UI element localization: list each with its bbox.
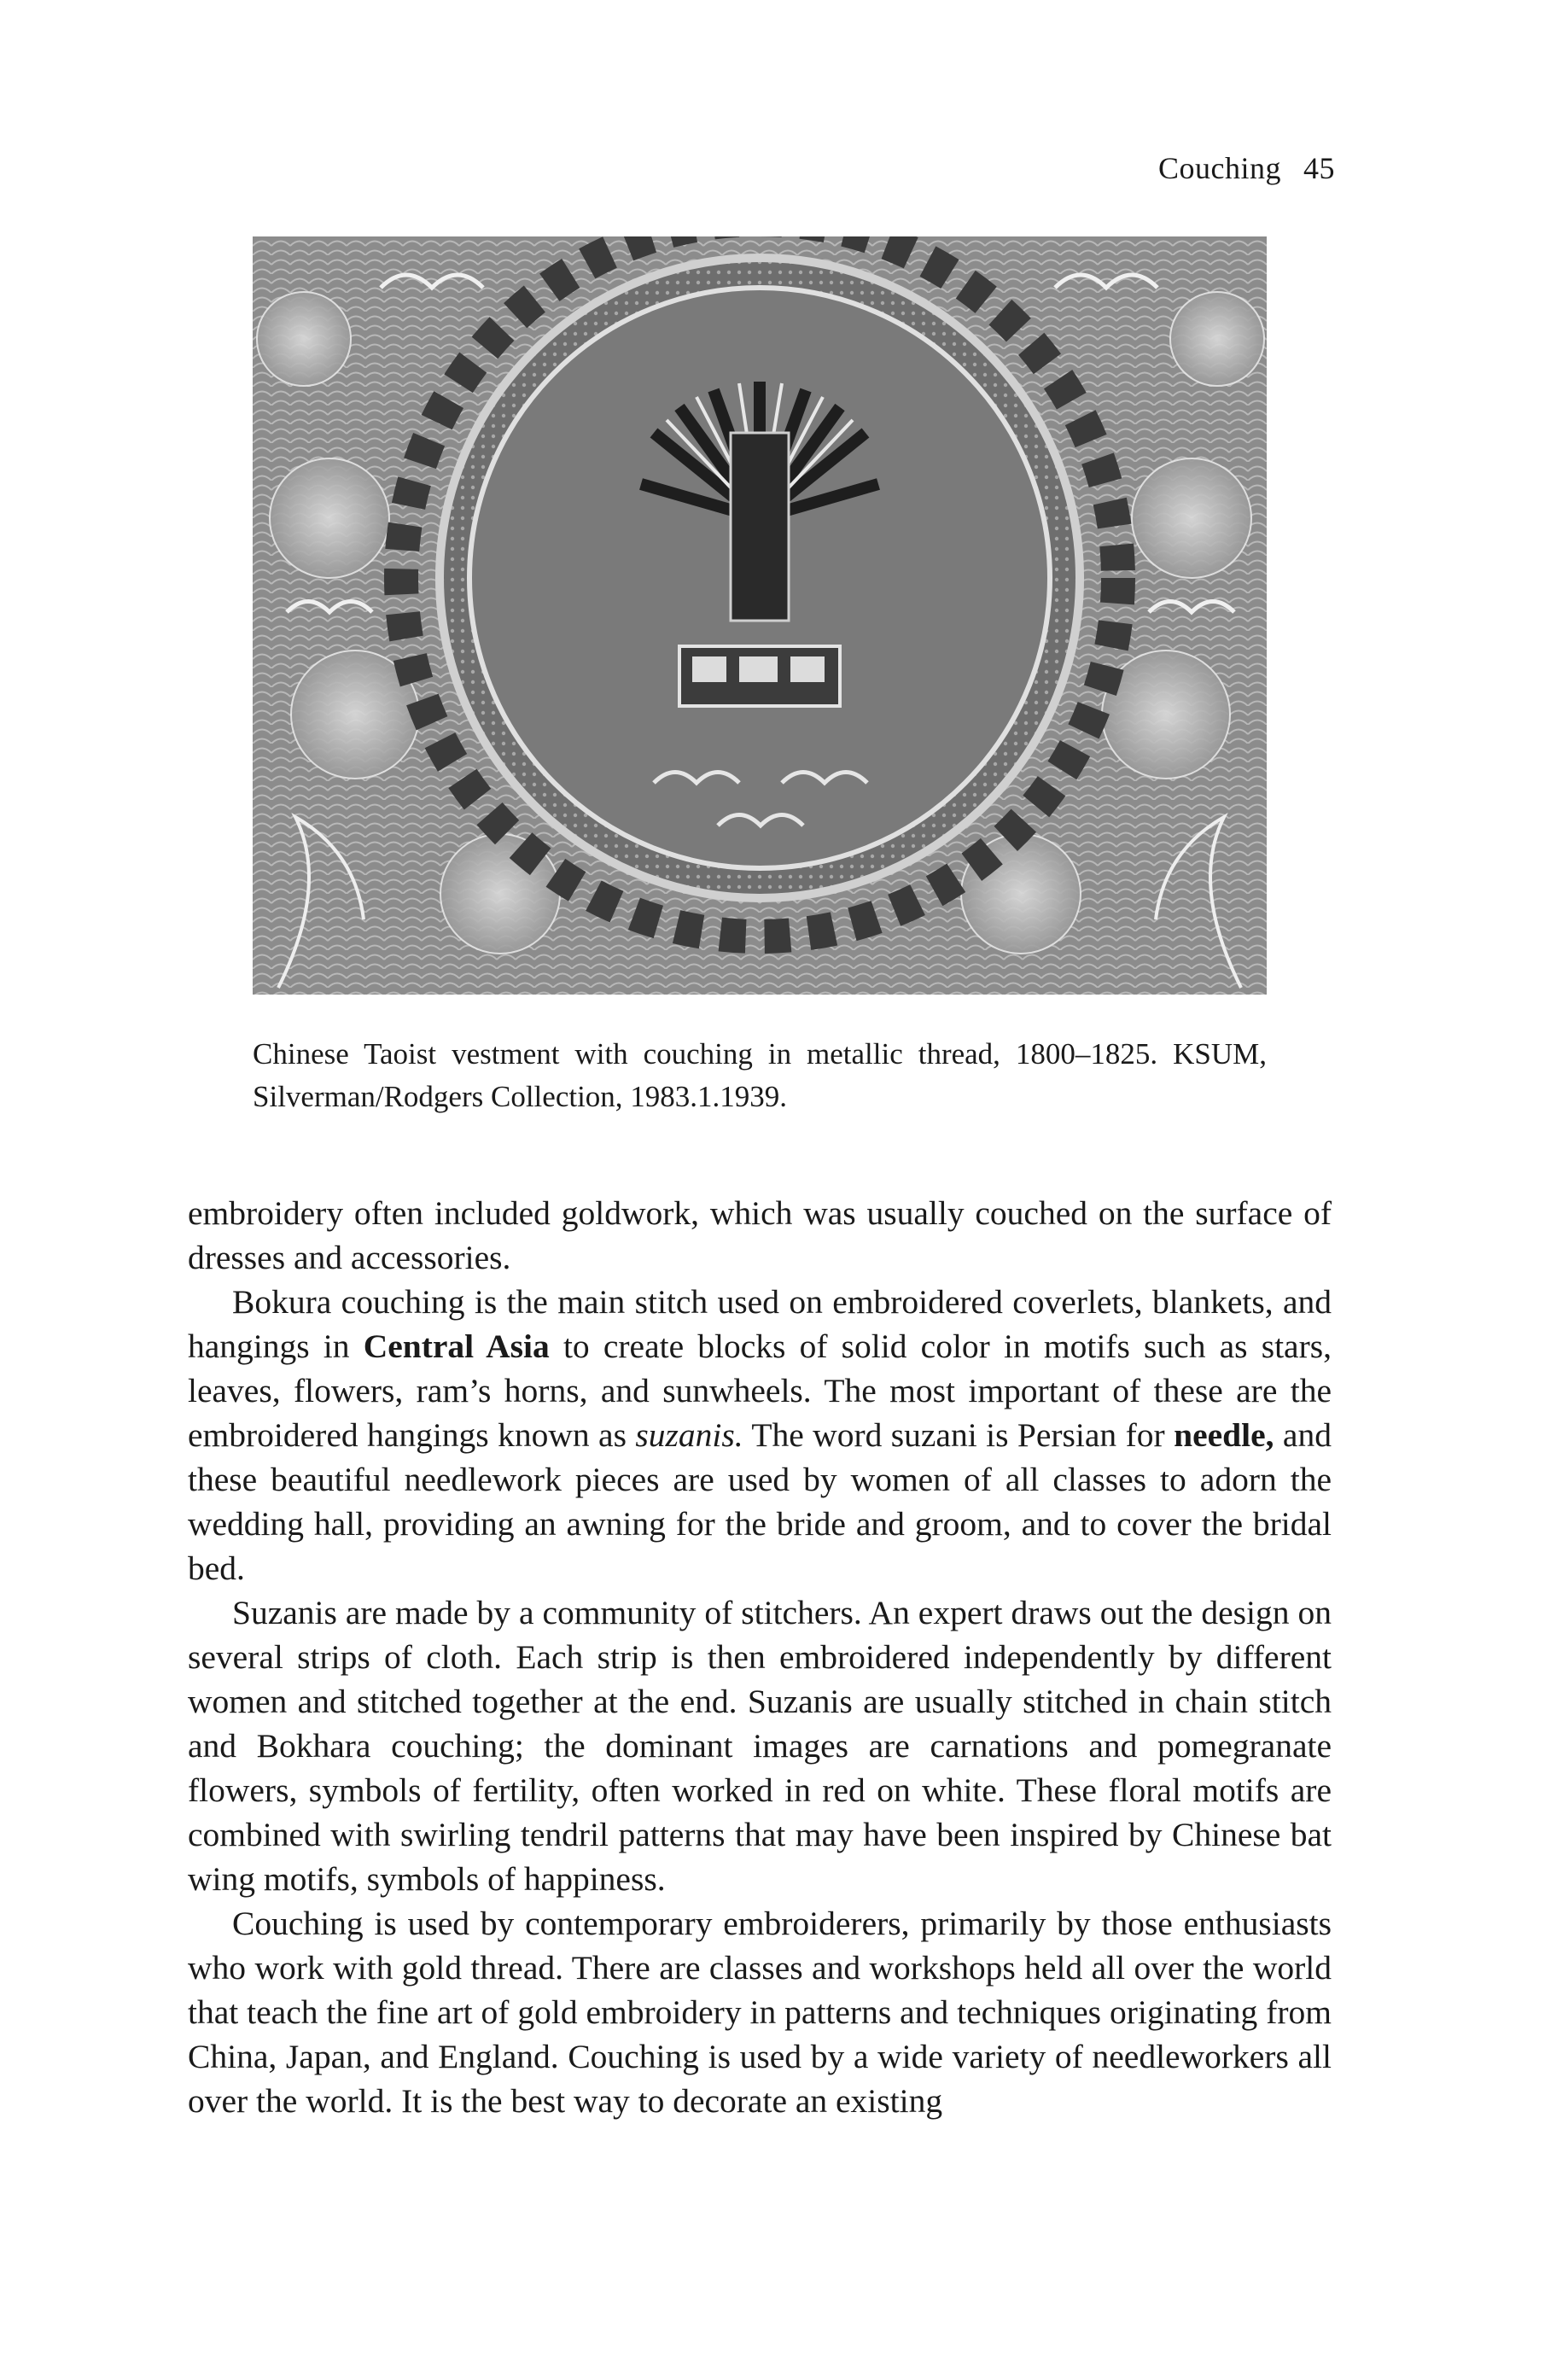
section-title: Couching [1158, 151, 1281, 185]
glossary-term-central-asia: Central Asia [363, 1327, 550, 1365]
running-header [1158, 150, 1335, 186]
glossary-term-needle: needle, [1174, 1416, 1274, 1454]
paragraph: Bokura couching is the main stitch used on embroidered coverlets, blankets, and hangings in Central Asia to create blocks of solid color in motifs such as stars, leaves, flowers, ram’s horns, and sunwheels. The most important of these are the embroidered hangings known as suzanis. The word suzani is Persian for needle, and these beautiful needlework pieces are used by women of all classes to adorn the wedding hall, providing an awning for the bride and groom, and to cover the bridal bed. [188, 1283, 1332, 1587]
body-text [188, 1191, 1332, 2123]
vestment-photograph [253, 236, 1267, 995]
paragraph: embroidery often included goldwork, which was usually couched on the surface of dresses and accessories. [188, 1194, 1332, 1276]
page-number: 45 [1303, 151, 1335, 185]
embroidery-image [253, 236, 1267, 995]
paragraph: Suzanis are made by a community of stitchers. An expert draws out the design on several strips of cloth. Each strip is then embroidered independently by different women and stitched together at the end. Suzanis are usually stitched in chain stitch and Bokhara couching; the dominant images are carnations and pomegranate flowers, symbols of fertility, often worked in red on white. These floral motifs are combined with swirling tendril patterns that may have been inspired by Chinese bat wing motifs, symbols of happiness. [188, 1594, 1332, 1898]
paragraph: Couching is used by contemporary embroiderers, primarily by those enthusiasts who work with gold thread. There are classes and workshops held all over the world that teach the fine art of gold embroidery in patterns and techniques originating from China, Japan, and England. Couching is used by a wide variety of needleworkers all over the world. It is the best way to decorate an existing [188, 1905, 1332, 2120]
italic-term-suzanis: suzanis. [635, 1416, 743, 1454]
figure-caption: Chinese Taoist vestment with couching in metallic thread, 1800–1825. KSUM, Silverman/Rodgers Collection, 1983.1.1939. [253, 1037, 1267, 1113]
